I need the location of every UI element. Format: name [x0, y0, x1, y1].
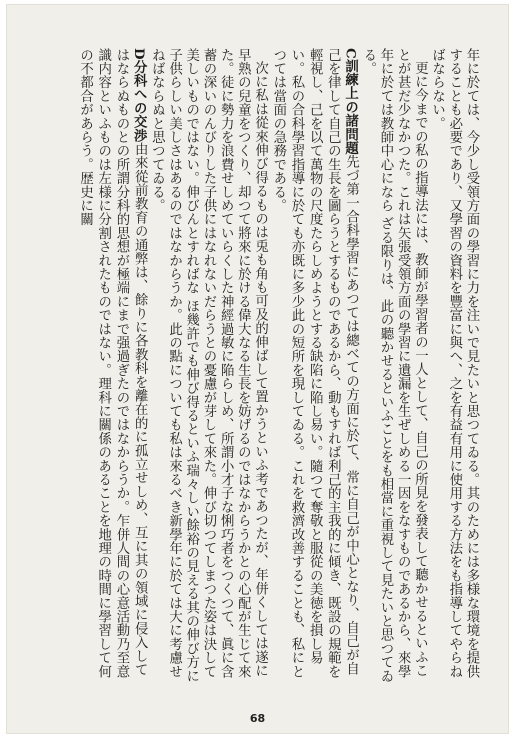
section-c-title: 訓練上の諸問題 [342, 58, 359, 155]
book-page [6, 4, 509, 734]
section-c-text: 先づ第一合科學習にあつては總べての方面に於て、常に自己が中心となり、自己が自己を律して自己の生長を圖らうとするものであるから、動もすれば利己的主我的に傾き、既設の規範を輕視し、己を以て萬物の尺度たらしめようとする缺陷に陥し易い。隨つて奪敬と服從の美徳を損し易い。私の合科學習指導に於ても亦既に多少此の短所を現してゐる。これを救濟改善することも、私にとつては當面の急務である。 [270, 48, 359, 679]
section-c-mark: C [342, 48, 359, 59]
section-d-text: 由來從前教育の通弊は、餘りに各教科を離在的に孤立せしめ、互に其の領域に侵入してはならぬものとの所謂分科的思想が極端にまで强過ぎたのではなからうか。乍併人間の心意活動乃至意識内容といふものは左様に分割されたものではない。理科に關係のあることを地理の時間に學習して何の不都合があらう。歴史に關 [77, 48, 148, 679]
paragraph-1: 年に於ては、今少し受領方面の學習に力を注いで見たいと思つてゐる。其のためには多様な環境を提供することも必要であり、又學習の資料を豐富に與へ、之を有益有用に使用する方法をも指導してやらねばならない。 [429, 48, 479, 679]
vertical-body-text [34, 48, 480, 688]
section-c [269, 48, 360, 688]
paragraph-2: 更に今までの私の指導法には、教師が學習者の一人として、自己の所見を發表して聽かせるといふことが甚だ少なかつた。これは矢張受領方面の學習に遺漏を生ぜしめる一因をなすものであるから、來學年に於ては教師中心になら ざる限りは、此の聽かせるといふことをも相當に重視して見たいと思つてゐる。 [360, 48, 428, 683]
paragraph-3: 次に私は從來伸び得るものは兎も角も可及的伸ばして置かうといふ考であつたが、年併くしては遂に早熟の兒童をつくり、却つて將來に於ける偉大なる生長を妨げるのではなからうかとの心配が生じて來た。徒に勢力を浪費せしめていらくした神經過敏に陥らしめ、所謂小才子な悧巧者をつくつて、眞に含蓄の深いのんびりした子供にはなれないだらうとの憂慮が芽して來た。伸び切つてしまつた姿は決して美しいものではない。伸びんとすればな ほ幾許でも伸び得るといふ瑞々しい餘裕の見える其の伸び方に子供らしい美しさはあるのではなからうか。此の點についても私は來るべき新學年に於ては大に考慮せねばならぬと思つてゐる。 [149, 48, 268, 683]
section-d [75, 48, 148, 688]
section-d-mark: D [131, 48, 148, 60]
page-number: 68 [249, 712, 266, 725]
section-d-title: 分科への交渉 [131, 59, 148, 143]
